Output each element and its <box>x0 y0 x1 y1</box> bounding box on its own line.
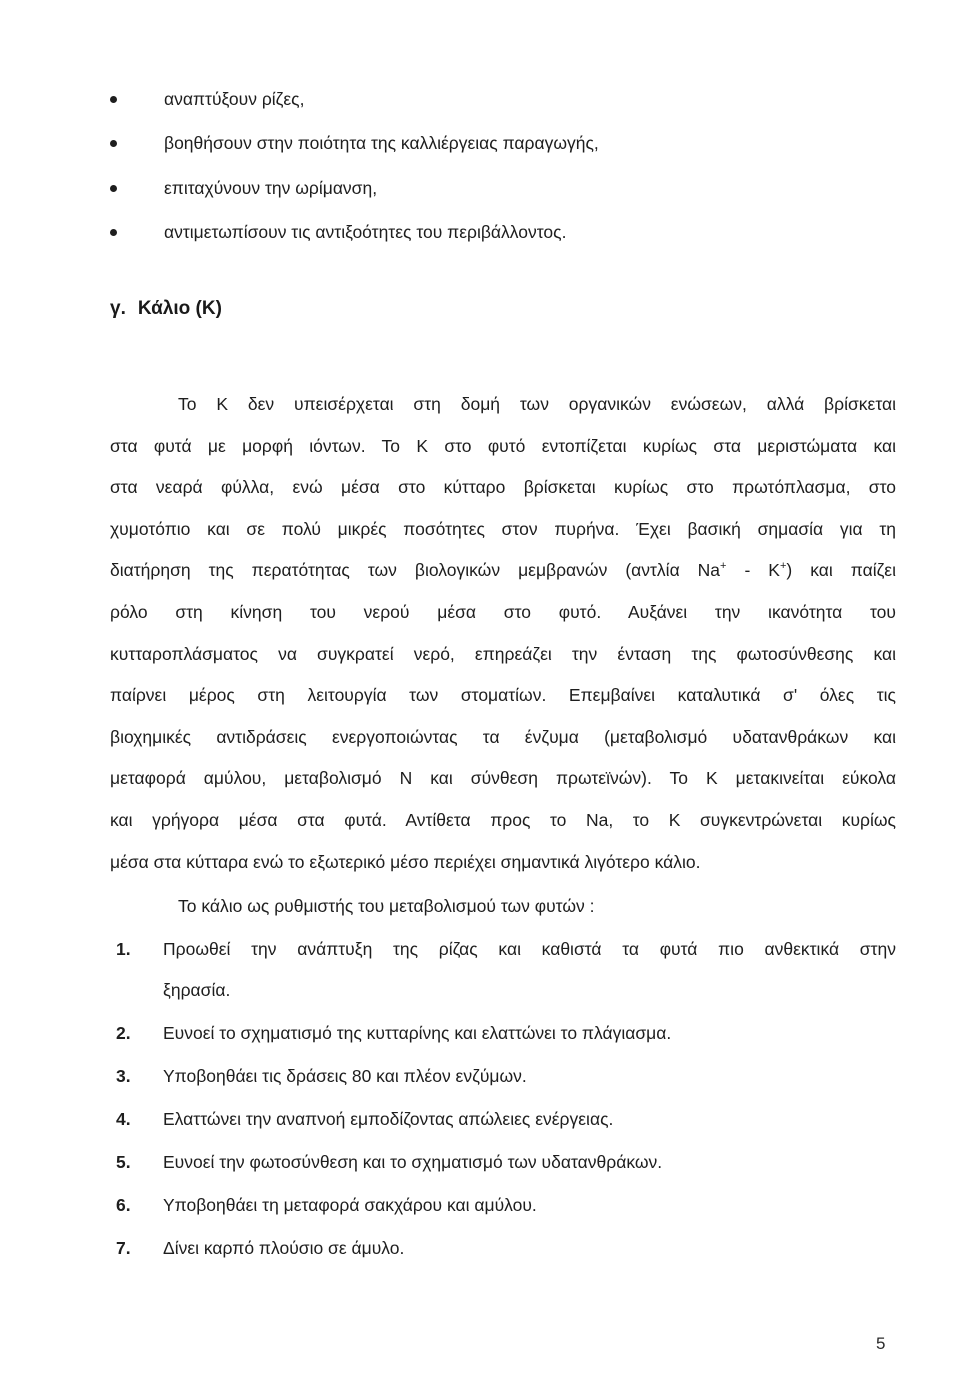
paragraph-text: - K <box>726 560 780 581</box>
paragraph-line: μέσα στα κύτταρα ενώ το εξωτερικό μέσο περιέχει σημαντικά λιγότερο κάλιο. <box>110 851 701 872</box>
numbered-item <box>110 1022 896 1044</box>
paragraph-line: ρόλο στη κίνηση του νερού μέσα στο φυτό. Αυξάνει την ικανότητα του <box>110 601 896 622</box>
body-paragraph <box>110 393 896 892</box>
bullet-text: επιταχύνουν την ωρίμανση, <box>164 177 378 198</box>
item-text: Υποβοηθάει τις δράσεις 80 και πλέον ενζύμων. <box>163 1066 527 1086</box>
item-text: Ευνοεί την φωτοσύνθεση και το σχηματισμό των υδατανθράκων. <box>163 1152 663 1172</box>
item-text: Δίνει καρπό πλούσιο σε άμυλο. <box>163 1238 405 1258</box>
superscript-plus: + <box>720 560 727 573</box>
item-text: ξηρασία. <box>163 980 231 1000</box>
paragraph-line-membrane <box>110 559 896 601</box>
numbered-list <box>110 938 896 1259</box>
bullet-item <box>110 221 599 243</box>
numbered-item <box>110 1194 896 1216</box>
item-text: Ελαττώνει την αναπνοή εμποδίζοντας απώλειες ενέργειας. <box>163 1109 614 1129</box>
section-letter: γ. <box>110 298 126 319</box>
item-number: 3. <box>116 1066 131 1086</box>
numbered-item <box>110 1108 896 1130</box>
numbered-item <box>110 938 896 1001</box>
paragraph-line: Το Κ δεν υπεισέρχεται στη δομή των οργανικών ενώσεων, αλλά βρίσκεται <box>178 394 896 414</box>
item-number: 2. <box>116 1023 131 1043</box>
paragraph-line: μεταφορά αμύλου, μεταβολισμό Ν και σύνθεση πρωτεϊνών). Το Κ μετακινείται εύκολα <box>110 768 896 789</box>
paragraph-line: κυτταροπλάσματος να συγκρατεί νερό, επηρεάζει την ένταση της φωτοσύνθεσης και <box>110 643 896 664</box>
paragraph-line: και γρήγορα μέσα στα φυτά. Αντίθετα προς το Na, το Κ συγκεντρώνεται κυρίως <box>110 809 896 830</box>
paragraph-line: παίρνει μέρος στη λειτουργία των στοματίων. Επεμβαίνει καταλυτικά σ' όλες τις <box>110 685 896 706</box>
bullet-text: αναπτύξουν ρίζες, <box>164 89 305 109</box>
bullet-text: αντιμετωπίσουν τις αντιξοότητες του περιβάλλοντος. <box>164 221 567 242</box>
item-number: 5. <box>116 1152 131 1172</box>
paragraph-line: στα φυτά με μορφή ιόντων. Το Κ στο φυτό εντοπίζεται κυρίως στα μεριστώματα και <box>110 435 896 456</box>
section-title: Κάλιο (Κ) <box>137 298 222 319</box>
bullet-dot-icon <box>110 96 117 103</box>
numbered-item <box>110 1151 896 1173</box>
numbered-item <box>110 1237 896 1259</box>
bullet-text: βοηθήσουν στην ποιότητα της καλλιέργειας παραγωγής, <box>164 133 599 154</box>
item-text: Ευνοεί το σχηματισμό της κυτταρίνης και ελαττώνει το πλάγιασμα. <box>163 1023 672 1043</box>
numbered-item <box>110 1065 896 1087</box>
item-text: Υποβοηθάει τη μεταφορά σακχάρου και αμύλου. <box>163 1195 537 1215</box>
item-number: 6. <box>116 1195 131 1215</box>
bullet-dot-icon <box>110 229 117 236</box>
bullet-item <box>110 88 599 110</box>
superscript-plus: + <box>779 560 787 573</box>
paragraph-line: χυμοτόπιο και σε πολύ μικρές ποσότητες στον πυρήνα. Έχει βασική σημασία για τη <box>110 518 896 539</box>
paragraph-line: βιοχημικές αντιδράσεις ενεργοποιώντας τα ένζυμα (μεταβολισμό υδατανθράκων και <box>110 726 896 747</box>
list-intro: Το κάλιο ως ρυθμιστής του μεταβολισμού των φυτών : <box>178 896 595 916</box>
item-number: 7. <box>116 1238 131 1258</box>
page-number: 5 <box>876 1334 886 1353</box>
bullet-dot-icon <box>110 140 117 147</box>
section-heading <box>110 298 222 320</box>
item-text: Προωθεί την ανάπτυξη της ρίζας και καθιστά τα φυτά πιο ανθεκτικά στην <box>163 939 896 959</box>
bullet-list <box>110 88 599 265</box>
paragraph-line: στα νεαρά φύλλα, ενώ μέσα στο κύτταρο βρίσκεται κυρίως στο πρωτόπλασμα, στο <box>110 477 896 498</box>
bullet-dot-icon <box>110 185 117 192</box>
item-number: 1. <box>116 939 131 959</box>
item-number: 4. <box>116 1109 131 1129</box>
paragraph-text: ) και παίζει <box>786 560 896 581</box>
bullet-item <box>110 177 599 199</box>
bullet-item <box>110 132 599 154</box>
paragraph-text: διατήρηση της περατότητας των βιολογικών μεμβρανών (αντλία Na <box>110 560 721 581</box>
